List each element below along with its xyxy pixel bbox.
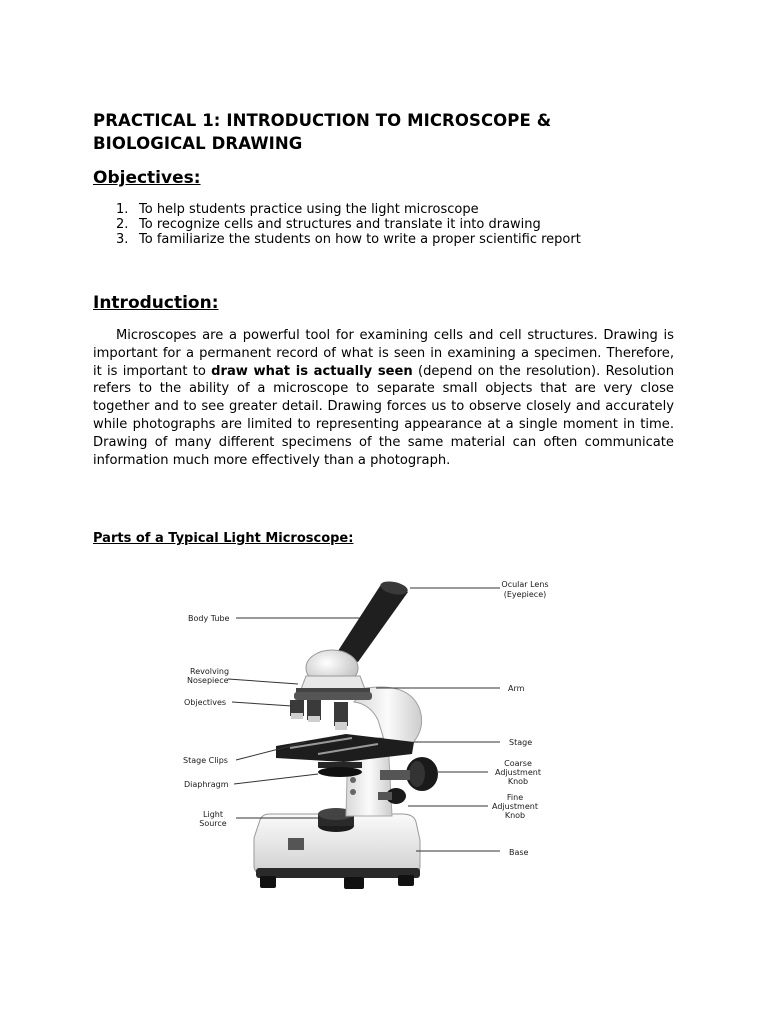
- microscope-diagram: [170, 570, 570, 910]
- label-body-tube: Body Tube: [188, 614, 230, 623]
- label-coarse: Coarse: [504, 759, 532, 768]
- objective-item: [116, 232, 676, 247]
- intro-text-part-1: Microscopes are a powerful tool for examining cells and cell structures. Drawing is important for a permanent record of what is seen in examining a specimen. Therefore, it is important to: [93, 328, 674, 379]
- objectives: [290, 692, 372, 730]
- label-nosepiece: Nosepiece: [187, 676, 229, 685]
- parts-heading: Parts of a Typical Light Microscope:: [93, 531, 354, 546]
- label-fine-adjustment: Adjustment: [492, 802, 538, 811]
- label-source: Source: [199, 819, 227, 828]
- introduction-paragraph: [93, 327, 674, 469]
- label-coarse-adjustment: Adjustment: [495, 768, 541, 777]
- label-diaphragm: Diaphragm: [184, 780, 229, 789]
- introduction-heading: Introduction:: [93, 293, 219, 313]
- label-arm: Arm: [508, 684, 525, 693]
- objectives-heading: Objectives:: [93, 168, 201, 188]
- title-line-2: BIOLOGICAL DRAWING: [93, 134, 303, 153]
- intro-text-part-2: (depend on the resolution). Resolution refers to the ability of a microscope to separate small objects that are very close together and to see greater detail. Drawing forces us to observe closely and accurately while photographs are limited to representing appearance at a single moment in time. Drawing of many different specimens of the same material can often communicate information much more effectively than a photograph.: [93, 363, 674, 468]
- label-stage: Stage: [509, 738, 533, 747]
- eyepiece-tube: [336, 579, 409, 662]
- label-coarse-knob: Knob: [507, 777, 529, 786]
- title-line-1: PRACTICAL 1: INTRODUCTION TO MICROSCOPE &: [93, 111, 552, 130]
- objective-item: [116, 202, 676, 217]
- label-fine-knob: Knob: [504, 811, 526, 820]
- label-stage-clips: Stage Clips: [183, 756, 228, 765]
- objective-number: 3.: [116, 232, 129, 248]
- objective-text: To help students practice using the light microscope: [139, 202, 479, 217]
- objective-item: [116, 217, 676, 232]
- label-ocular-lens: Ocular Lens: [501, 580, 549, 589]
- objective-text: To familiarize the students on how to write a proper scientific report: [139, 232, 581, 248]
- page-title: [93, 109, 693, 155]
- label-light: Light: [203, 810, 223, 819]
- objectives-list: [116, 202, 676, 248]
- label-revolving: Revolving: [190, 667, 230, 676]
- intro-text-bold: draw what is actually seen: [211, 363, 413, 379]
- label-eyepiece: (Eyepiece): [503, 590, 547, 599]
- label-base: Base: [509, 848, 529, 857]
- objective-number: 2.: [116, 217, 129, 233]
- label-fine: Fine: [506, 793, 524, 802]
- label-objectives: Objectives: [184, 698, 227, 707]
- objective-text: To recognize cells and structures and translate it into drawing: [139, 217, 541, 233]
- objective-number: 1.: [116, 202, 129, 217]
